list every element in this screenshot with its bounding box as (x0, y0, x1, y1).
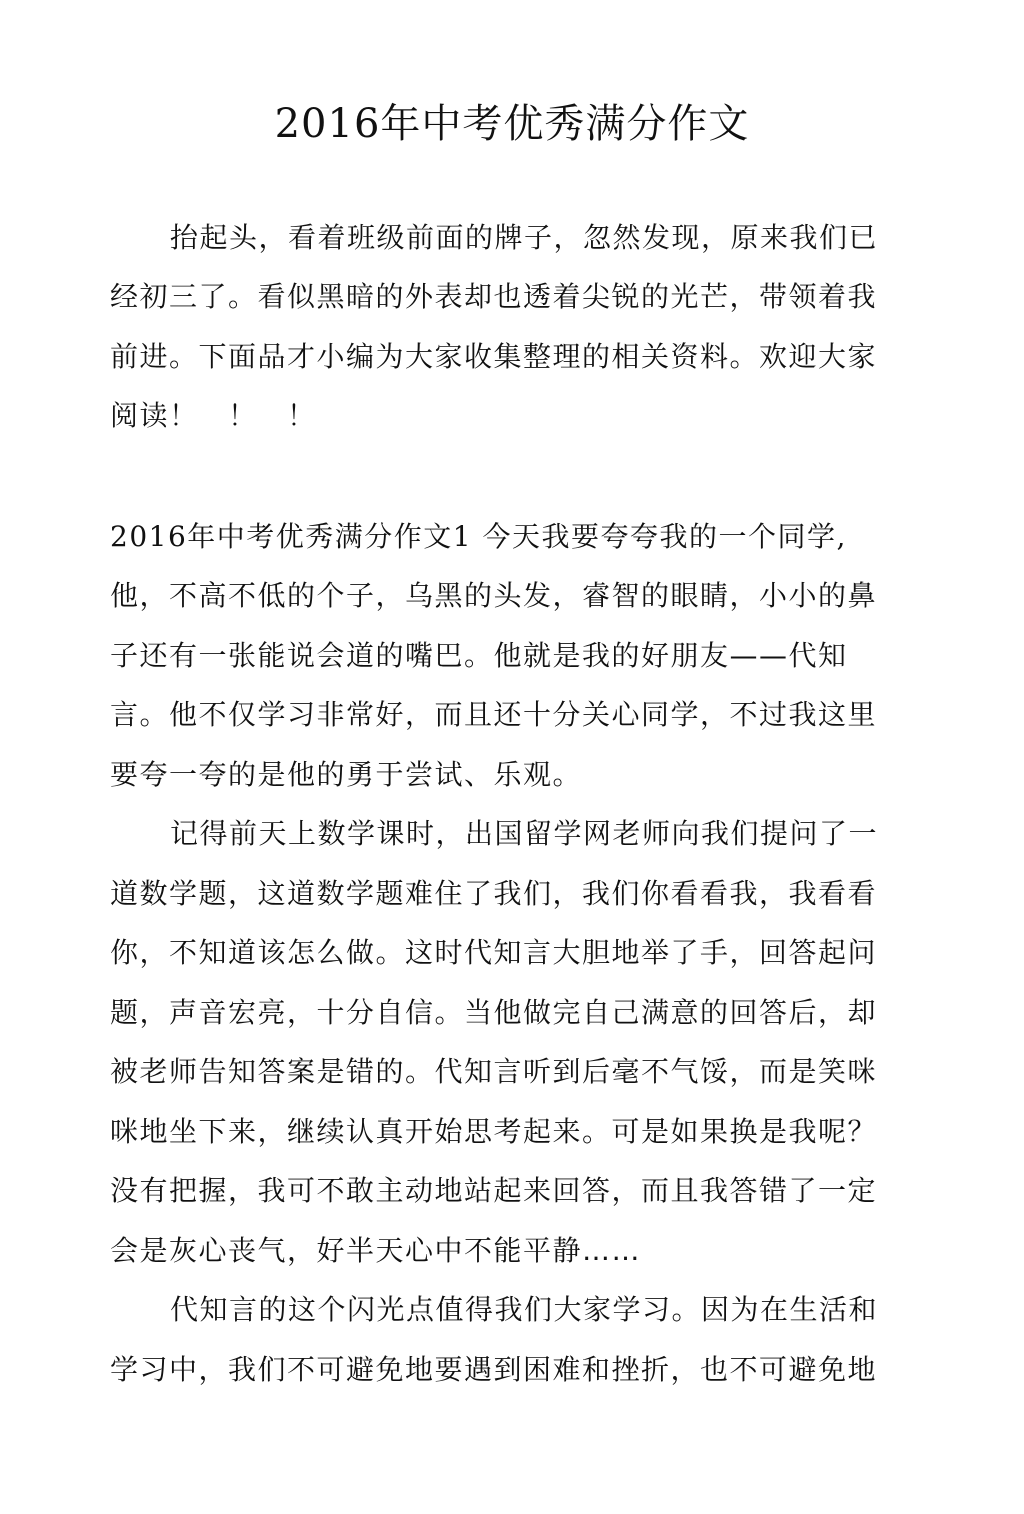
paragraph-line: 会是灰心丧气，好半天心中不能平静…… (110, 1234, 642, 1267)
paragraph-line: 学习中，我们不可避免地要遇到困难和挫折，也不可避免地 (110, 1353, 878, 1386)
paragraph-line: 代知言的这个闪光点值得我们大家学习。因为在生活和 (170, 1293, 879, 1326)
paragraph-line: 咪地坐下来，继续认真开始思考起来。可是如果换是我呢？ (110, 1115, 878, 1148)
paragraph-line: 记得前天上数学课时，出国留学网老师向我们提问了一 (170, 817, 879, 850)
paragraph-line: 抬起头，看着班级前面的牌子，忽然发现，原来我们已 (170, 221, 879, 254)
essay-heading-line: 2016年中考优秀满分作文1 今天我要夸夸我的一个同学, (110, 520, 847, 553)
paragraph-line: 经初三了。看似黑暗的外表却也透着尖锐的光芒，带领着我 (110, 280, 878, 313)
paragraph-line: 被老师告知答案是错的。代知言听到后毫不气馁，而是笑咪 (110, 1055, 878, 1088)
paragraph-line: 没有把握，我可不敢主动地站起来回答，而且我答错了一定 (110, 1174, 878, 1207)
document-title: 2016年中考优秀满分作文 (274, 101, 750, 147)
paragraph-line: 题，声音宏亮，十分自信。当他做完自己满意的回答后，却 (110, 996, 878, 1029)
paragraph-line: 要夸一夸的是他的勇于尝试、乐观。 (110, 758, 583, 791)
paragraph-line: 他，不高不低的个子，乌黑的头发，睿智的眼睛，小小的鼻 (110, 579, 878, 612)
paragraph-line: 道数学题，这道数学题难住了我们，我们你看看我，我看看 (110, 877, 878, 910)
paragraph-line: 阅读！ ！ ！ (110, 399, 317, 432)
paragraph-line: 子还有一张能说会道的嘴巴。他就是我的好朋友——代知 (110, 639, 848, 672)
paragraph-line: 前进。下面品才小编为大家收集整理的相关资料。欢迎大家 (110, 340, 878, 373)
paragraph-line: 言。他不仅学习非常好，而且还十分关心同学，不过我这里 (110, 698, 878, 731)
paragraph-line: 你，不知道该怎么做。这时代知言大胆地举了手，回答起问 (110, 936, 878, 969)
